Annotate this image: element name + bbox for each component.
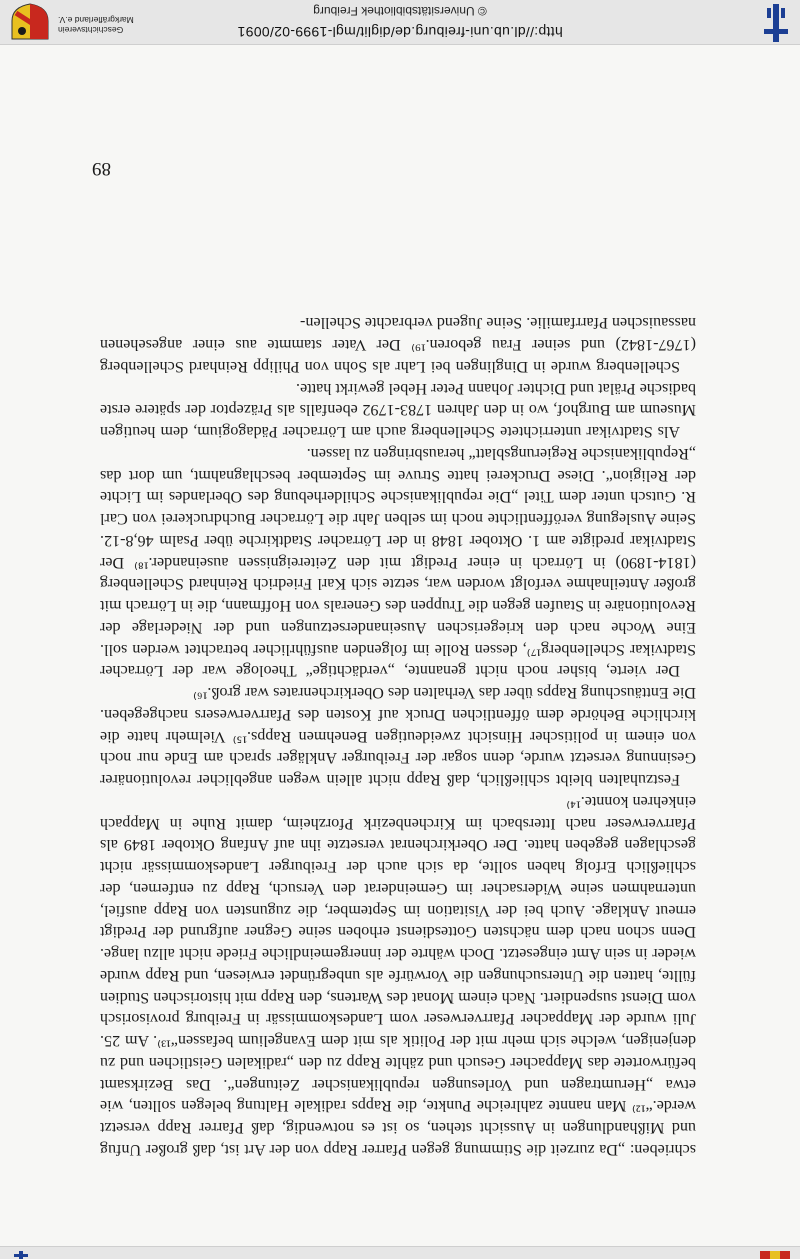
copyright-notice: © Universitätsbibliothek Freiburg	[313, 4, 487, 18]
paragraph: Festzuhalten bleibt schließlich, daß Rapp nicht allein wegen angeblicher revolutionärer Gesinnung versetzt wurde, denn sogar der Freiburger Ankläger sprach am Ende nur noch von einem in politischer Hinsicht zweideutigen Benehmen Rapps.¹⁵⁾ Vielmehr hatte die kirchliche Behörde dem öffentlichen Druck auf Kosten des Pfarrverwesers nachgegeben. Die Enttäuschung Rapps über das Verhalten des Oberkirchenrates war groß.¹⁶⁾	[100, 684, 696, 789]
top-strip	[0, 1246, 800, 1259]
paragraph: Schellenberg wurde in Dinglingen bei Lahr als Sohn von Philipp Reinhard Schellenberg (1767-1842) und seiner Frau geboren.¹⁹⁾ Der Vater stammte aus einer angesehenen nassauischen Pfarrfamilie. Seine Jugend verbrachte Schellen-	[100, 314, 696, 375]
society-crest-icon	[760, 1251, 790, 1259]
paragraph: Der vierte, bisher noch nicht genannte, „verdächtige“ Theologe war der Lörracher Stadtvikar Schellenberg¹⁷⁾, dessen Rolle im folgenden ausführlicher betrachtet werden soll. Eine Woche nach den kriegerischen Auseinandersetzungen und der Niederlage der Revolutionäre in Staufen gegen die Truppen des Generals von Hoffmann, die in Lörrach mit großer Anteilnahme verfolgt worden war, setzte sich Karl Friedrich Reinhard Schellenberg (1814-1890) in Lörrach in einer Predigt mit den Zeitereignissen auseinander.¹⁸⁾ Der Stadtvikar predigte am 1. Oktober 1848 in der Lörracher Stadtkirche über Psalm 46,8-12. Seine Auslegung veröffentlichte noch im selben Jahr die Lörracher Buchdruckerei von Carl R. Gutsch unter dem Titel „Die republikanische Schilderhebung des Oberlandes im Lichte der Religion“. Diese Druckerei hatte Struve im September beschlagnahmt, um dort das „Republikanische Regierungsblatt“ herausbringen zu lassen.	[100, 445, 696, 680]
article-body	[100, 312, 696, 1160]
society-name	[58, 15, 138, 35]
library-logo-icon	[12, 1251, 30, 1259]
society-name-line: Markgräflerland e.V.	[58, 15, 134, 25]
document-url-link[interactable]: http://dl.ub.uni-freiburg.de/diglit/mgl-1999-02/0091	[237, 24, 563, 40]
society-name-line: Geschichtsverein	[58, 25, 124, 35]
society-crest-icon	[10, 3, 50, 41]
paragraph: schrieben: „Da zurzeit die Stimmung gegen Pfarrer Rapp von der Art ist, daß großer Unfug und Mißhandlungen in Aussicht stehen, so ist es notwendig, daß Pfarrer Rapp versetzt werde.“¹²⁾ Man nannte zahlreiche Punkte, die Rapps radikale Haltung belegen sollten, wie etwa „Herumtragen und Vorlesungen republikanischer Zeitungen“. Das Bezirksamt befürwortete das Mappacher Gesuch und zählte Rapp zu den „radikalen Geistlichen und zu denjenigen, welche sich mehr mit der Politik als mit dem Evangelium befassen“¹³⁾. Am 25. Juli wurde der Mappacher Pfarrverweser vom Landeskommissär in Freiburg provisorisch vom Dienst suspendiert. Nach einem Monat des Wartens, den Rapp mit historischen Studien füllte, hatten die Untersuchungen die Vorwürfe als unbegründet erwiesen, und Rapp wurde wieder in sein Amt eingesetzt. Doch währte der innergemeindliche Friede nicht allzu lange. Denn schon nach dem nächsten Gottesdienst erhoben seine Gegner aufgrund der Predigt erneut Anklage. Auch bei der Visitation im September, die zugunsten von Rapp ausfiel, unternahmen seine Widersacher im Gemeinderat den Versuch, Rapp zu entfernen, der schließlich Erfolg haben sollte, da sich auch der Freiburger Landeskommissär nicht geschlagen gegeben hatte. Der Oberkirchenrat versetzte ihn auf Anfang Oktober 1849 als Pfarrverweser nach Ittersbach im Kirchenbezirk Pforzheim, damit Ruhe in Mappach einkehren konnte.¹⁴⁾	[100, 793, 696, 1158]
paragraph: Als Stadtvikar unterrichtete Schellenberg auch am Lörracher Pädagogium, dem heutigen Museum am Burghof, wo in den Jahren 1783-1792 ebenfalls als Präzeptor der spätere erste badische Prälat und Dichter Johann Peter Hebel gewirkt hatte.	[100, 379, 696, 441]
footer-bar	[0, 0, 800, 45]
page-number: 89	[92, 158, 111, 179]
